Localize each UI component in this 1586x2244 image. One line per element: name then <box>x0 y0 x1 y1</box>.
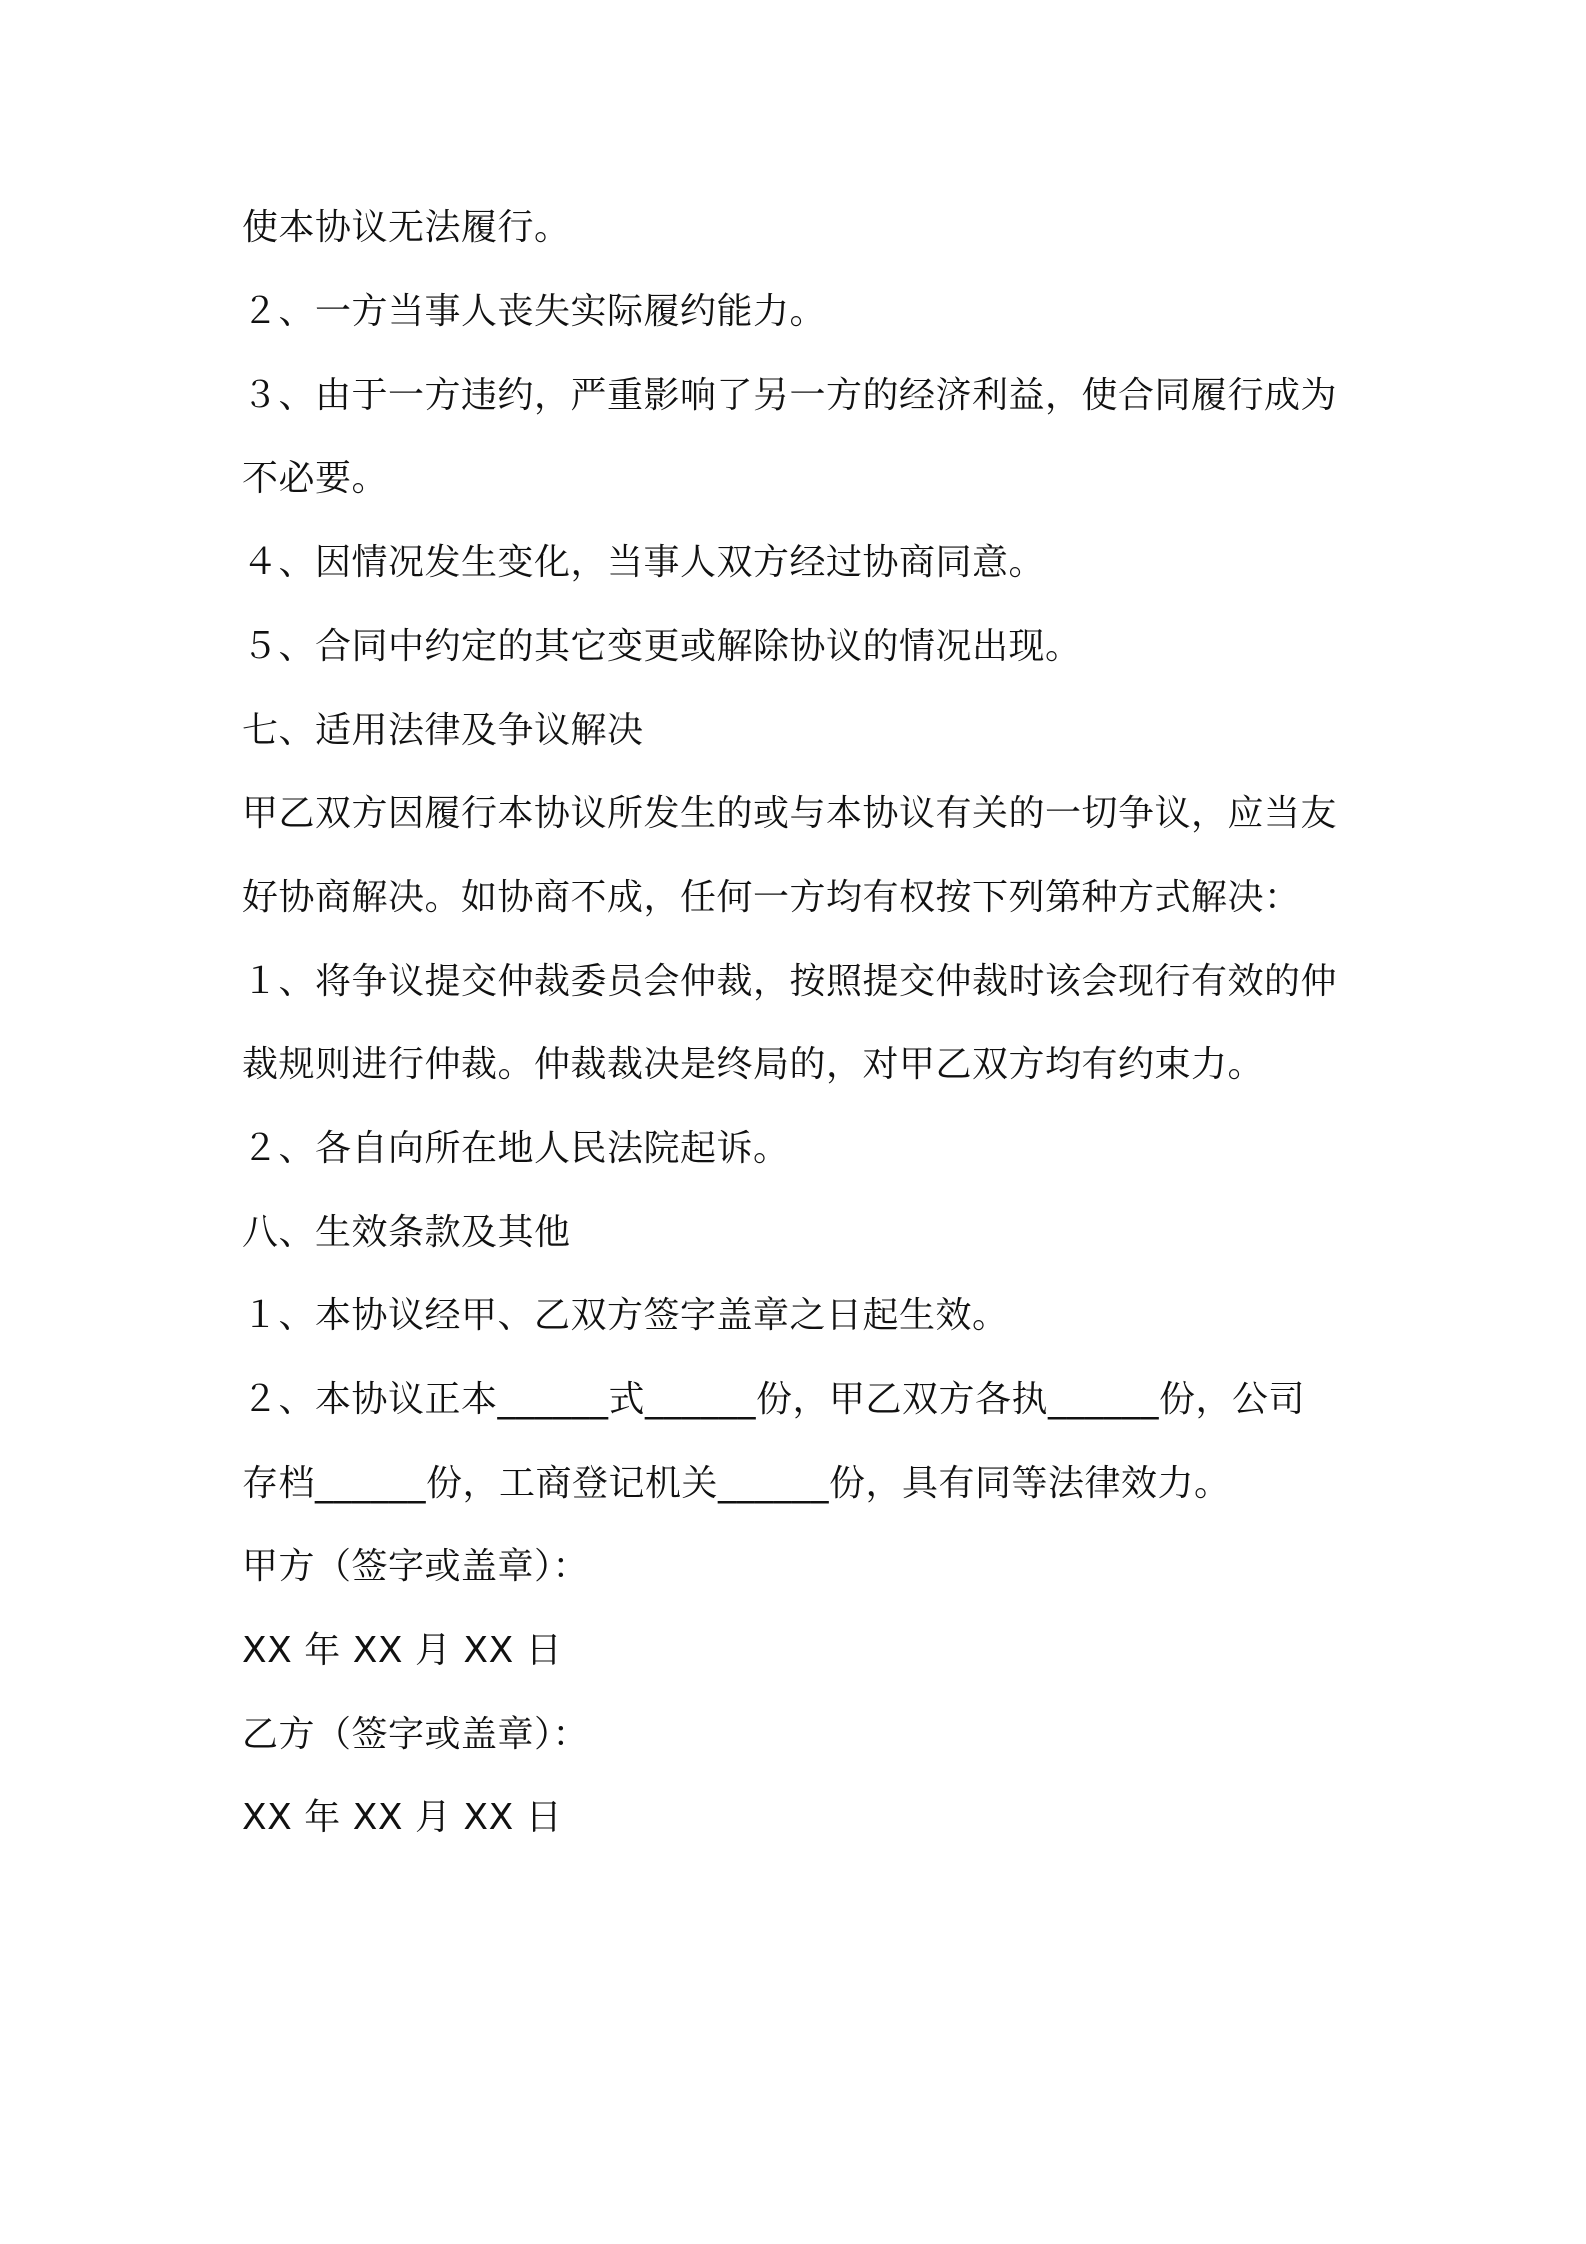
party-a-signature-label: 甲方（签字或盖章）： <box>242 1546 590 1587</box>
text-line: 使本协议无法履行。 <box>242 207 571 248</box>
text-line: ３、由于一方违约，严重影响了另一方的经济利益，使合同履行成为 <box>242 375 1338 416</box>
text-line: ２、各自向所在地人民法院起诉。 <box>242 1128 790 1169</box>
text-line: ２、一方当事人丧失实际履约能力。 <box>242 291 827 332</box>
text-line: １、本协议经甲、乙双方签字盖章之日起生效。 <box>242 1295 1009 1336</box>
text-line: ４、因情况发生变化，当事人双方经过协商同意。 <box>242 542 1046 583</box>
text-line: 裁规则进行仲裁。仲裁裁决是终局的，对甲乙双方均有约束力。 <box>242 1044 1265 1085</box>
section-heading: 八、生效条款及其他 <box>242 1212 571 1253</box>
party-b-date: XX 年 XX 月 XX 日 <box>242 1797 563 1838</box>
section-heading: 七、适用法律及争议解决 <box>242 710 644 751</box>
party-b-signature-label: 乙方（签字或盖章）： <box>242 1714 590 1755</box>
text-line: 甲乙双方因履行本协议所发生的或与本协议有关的一切争议，应当友 <box>242 793 1338 834</box>
text-line: 不必要。 <box>242 458 389 499</box>
text-line: １、将争议提交仲裁委员会仲裁，按照提交仲裁时该会现行有效的仲 <box>242 961 1338 1002</box>
text-line: 存档______份，工商登记机关______份，具有同等法律效力。 <box>242 1463 1231 1504</box>
text-line: ５、合同中约定的其它变更或解除协议的情况出现。 <box>242 626 1082 667</box>
party-a-date: XX 年 XX 月 XX 日 <box>242 1630 563 1671</box>
text-line: 好协商解决。如协商不成，任何一方均有权按下列第种方式解决： <box>242 877 1301 918</box>
text-line: ２、本协议正本______式______份，甲乙双方各执______份，公司 <box>242 1379 1306 1420</box>
